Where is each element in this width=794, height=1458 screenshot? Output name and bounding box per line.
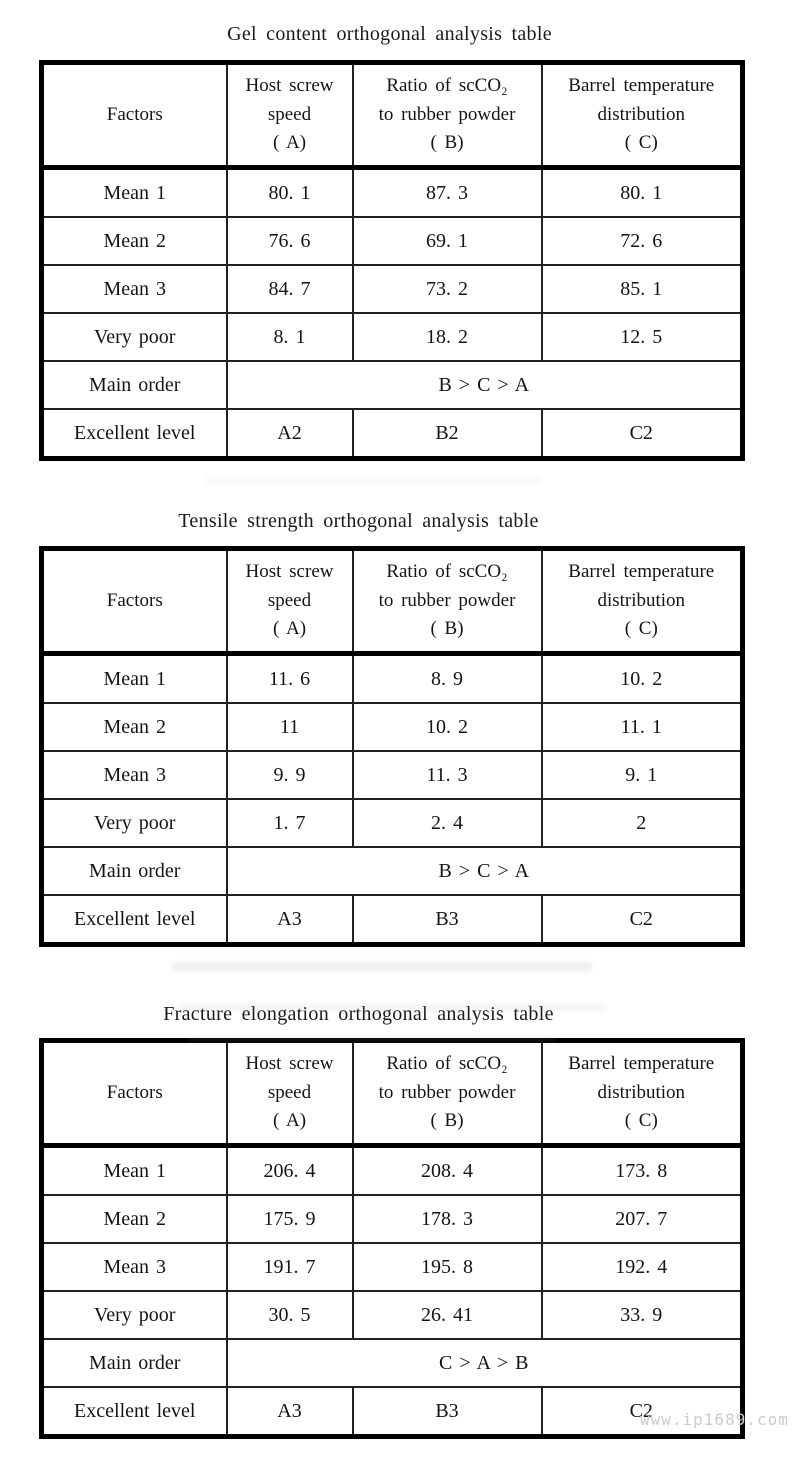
row-label: Mean 3 xyxy=(42,751,227,799)
row-label: Mean 3 xyxy=(42,1243,227,1291)
table-header-row xyxy=(42,1041,743,1146)
cell-value: 9. 1 xyxy=(542,751,743,799)
cell-value: 8. 1 xyxy=(227,313,353,361)
header-cell-host-screw-speed xyxy=(227,1041,353,1146)
cell-value: 11. 1 xyxy=(542,703,743,751)
cell-value: 76. 6 xyxy=(227,217,353,265)
row-label: Main order xyxy=(42,847,227,895)
header-line: to rubber powder xyxy=(378,589,516,611)
tensile-strength-table xyxy=(39,546,745,947)
header-line: ( A) xyxy=(272,618,307,640)
cell-value: 175. 9 xyxy=(227,1195,353,1243)
header-cell-factors: Factors xyxy=(42,549,227,654)
cell-value: 192. 4 xyxy=(542,1243,743,1291)
table-row-very-poor xyxy=(42,1291,743,1339)
header-line: speed xyxy=(267,103,312,125)
header-line: Barrel temperature xyxy=(568,75,715,97)
header-cell-scco2-ratio xyxy=(353,63,542,168)
header-line: ( B) xyxy=(430,618,464,640)
header-cell-barrel-temperature xyxy=(542,1041,743,1146)
row-label: Excellent level xyxy=(42,1387,227,1437)
cell-value: C2 xyxy=(542,1387,743,1437)
cell-value: 80. 1 xyxy=(542,168,743,218)
header-line: Host screw xyxy=(245,1053,334,1075)
cell-value: 26. 41 xyxy=(353,1291,542,1339)
cell-value: B3 xyxy=(353,1387,542,1437)
header-line: ( C) xyxy=(624,132,658,154)
header-line: Ratio of scCO₂ xyxy=(386,1053,508,1075)
header-line: ( C) xyxy=(624,618,658,640)
cell-value: 18. 2 xyxy=(353,313,542,361)
table-row-excellent-level xyxy=(42,1387,743,1437)
header-line: distribution xyxy=(597,103,686,125)
row-label: Mean 2 xyxy=(42,217,227,265)
header-cell-barrel-temperature xyxy=(542,549,743,654)
table-row-mean3 xyxy=(42,751,743,799)
header-cell-scco2-ratio xyxy=(353,549,542,654)
cell-value: B2 xyxy=(353,409,542,459)
cell-value: 207. 7 xyxy=(542,1195,743,1243)
table-row-mean1 xyxy=(42,168,743,218)
cell-value: 73. 2 xyxy=(353,265,542,313)
cell-value: 11. 6 xyxy=(227,654,353,704)
header-line: ( A) xyxy=(272,1110,307,1132)
row-label: Main order xyxy=(42,361,227,409)
cell-value: 69. 1 xyxy=(353,217,542,265)
header-cell-host-screw-speed xyxy=(227,549,353,654)
table-header-row xyxy=(42,63,743,168)
cell-value: 11 xyxy=(227,703,353,751)
header-cell-factors: Factors xyxy=(42,63,227,168)
cell-value: 72. 6 xyxy=(542,217,743,265)
cell-value: 87. 3 xyxy=(353,168,542,218)
ghost-text-artifact xyxy=(172,962,592,971)
header-line: Host screw xyxy=(245,561,334,583)
table-row-mean3 xyxy=(42,265,743,313)
header-line: distribution xyxy=(597,589,686,611)
row-label: Excellent level xyxy=(42,409,227,459)
header-line: Host screw xyxy=(245,75,334,97)
table-row-main-order xyxy=(42,361,743,409)
cell-value: 208. 4 xyxy=(353,1146,542,1196)
row-label: Mean 2 xyxy=(42,703,227,751)
cell-value: 2 xyxy=(542,799,743,847)
cell-value: 30. 5 xyxy=(227,1291,353,1339)
table-row-mean3 xyxy=(42,1243,743,1291)
cell-value: 84. 7 xyxy=(227,265,353,313)
header-cell-factors: Factors xyxy=(42,1041,227,1146)
row-label: Very poor xyxy=(42,799,227,847)
row-label: Mean 3 xyxy=(42,265,227,313)
row-label: Mean 1 xyxy=(42,654,227,704)
table-row-mean1 xyxy=(42,1146,743,1196)
cell-value: 80. 1 xyxy=(227,168,353,218)
table-row-mean1 xyxy=(42,654,743,704)
row-label: Mean 1 xyxy=(42,1146,227,1196)
ghost-text-artifact xyxy=(205,477,540,484)
gel-content-table-title: Gel content orthogonal analysis table xyxy=(227,23,552,45)
cell-value: 173. 8 xyxy=(542,1146,743,1196)
cell-value: 10. 2 xyxy=(353,703,542,751)
table-row-mean2 xyxy=(42,1195,743,1243)
cell-value: 12. 5 xyxy=(542,313,743,361)
header-line: Ratio of scCO₂ xyxy=(386,75,508,97)
header-line: speed xyxy=(267,589,312,611)
cell-value: 85. 1 xyxy=(542,265,743,313)
header-line: distribution xyxy=(597,1081,686,1103)
header-line: ( C) xyxy=(624,1110,658,1132)
row-label: Mean 2 xyxy=(42,1195,227,1243)
table-row-mean2 xyxy=(42,217,743,265)
row-label: Mean 1 xyxy=(42,168,227,218)
cell-value: 178. 3 xyxy=(353,1195,542,1243)
table-row-main-order xyxy=(42,847,743,895)
cell-value: 9. 9 xyxy=(227,751,353,799)
row-label: Very poor xyxy=(42,313,227,361)
table-row-main-order xyxy=(42,1339,743,1387)
cell-value: A3 xyxy=(227,1387,353,1437)
table-header-row xyxy=(42,549,743,654)
table-row-very-poor xyxy=(42,799,743,847)
cell-value: 33. 9 xyxy=(542,1291,743,1339)
header-line: Ratio of scCO₂ xyxy=(386,561,508,583)
watermark: www.ip1689.com xyxy=(640,1410,789,1429)
header-cell-host-screw-speed xyxy=(227,63,353,168)
header-line: ( B) xyxy=(430,1110,464,1132)
cell-value: 191. 7 xyxy=(227,1243,353,1291)
cell-value: B3 xyxy=(353,895,542,945)
cell-value: 11. 3 xyxy=(353,751,542,799)
main-order-value: C > A > B xyxy=(227,1339,743,1387)
cell-value: A3 xyxy=(227,895,353,945)
fracture-elongation-table-title: Fracture elongation orthogonal analysis table xyxy=(163,1003,554,1025)
header-cell-barrel-temperature xyxy=(542,63,743,168)
table-row-excellent-level xyxy=(42,409,743,459)
cell-value: A2 xyxy=(227,409,353,459)
cell-value: 10. 2 xyxy=(542,654,743,704)
gel-content-table xyxy=(39,60,745,461)
cell-value: 1. 7 xyxy=(227,799,353,847)
table-row-very-poor xyxy=(42,313,743,361)
header-line: speed xyxy=(267,1081,312,1103)
row-label: Main order xyxy=(42,1339,227,1387)
header-line: ( B) xyxy=(430,132,464,154)
cell-value: 8. 9 xyxy=(353,654,542,704)
table-row-excellent-level xyxy=(42,895,743,945)
main-order-value: B > C > A xyxy=(227,847,743,895)
tensile-strength-table-title: Tensile strength orthogonal analysis table xyxy=(178,510,539,532)
cell-value: 195. 8 xyxy=(353,1243,542,1291)
table-row-mean2 xyxy=(42,703,743,751)
header-line: Barrel temperature xyxy=(568,561,715,583)
fracture-elongation-table xyxy=(39,1038,745,1439)
cell-value: 2. 4 xyxy=(353,799,542,847)
cell-value: C2 xyxy=(542,895,743,945)
header-cell-scco2-ratio xyxy=(353,1041,542,1146)
header-line: Barrel temperature xyxy=(568,1053,715,1075)
header-line: to rubber powder xyxy=(378,1081,516,1103)
header-line: ( A) xyxy=(272,132,307,154)
cell-value: C2 xyxy=(542,409,743,459)
header-line: to rubber powder xyxy=(378,103,516,125)
cell-value: 206. 4 xyxy=(227,1146,353,1196)
row-label: Very poor xyxy=(42,1291,227,1339)
main-order-value: B > C > A xyxy=(227,361,743,409)
row-label: Excellent level xyxy=(42,895,227,945)
